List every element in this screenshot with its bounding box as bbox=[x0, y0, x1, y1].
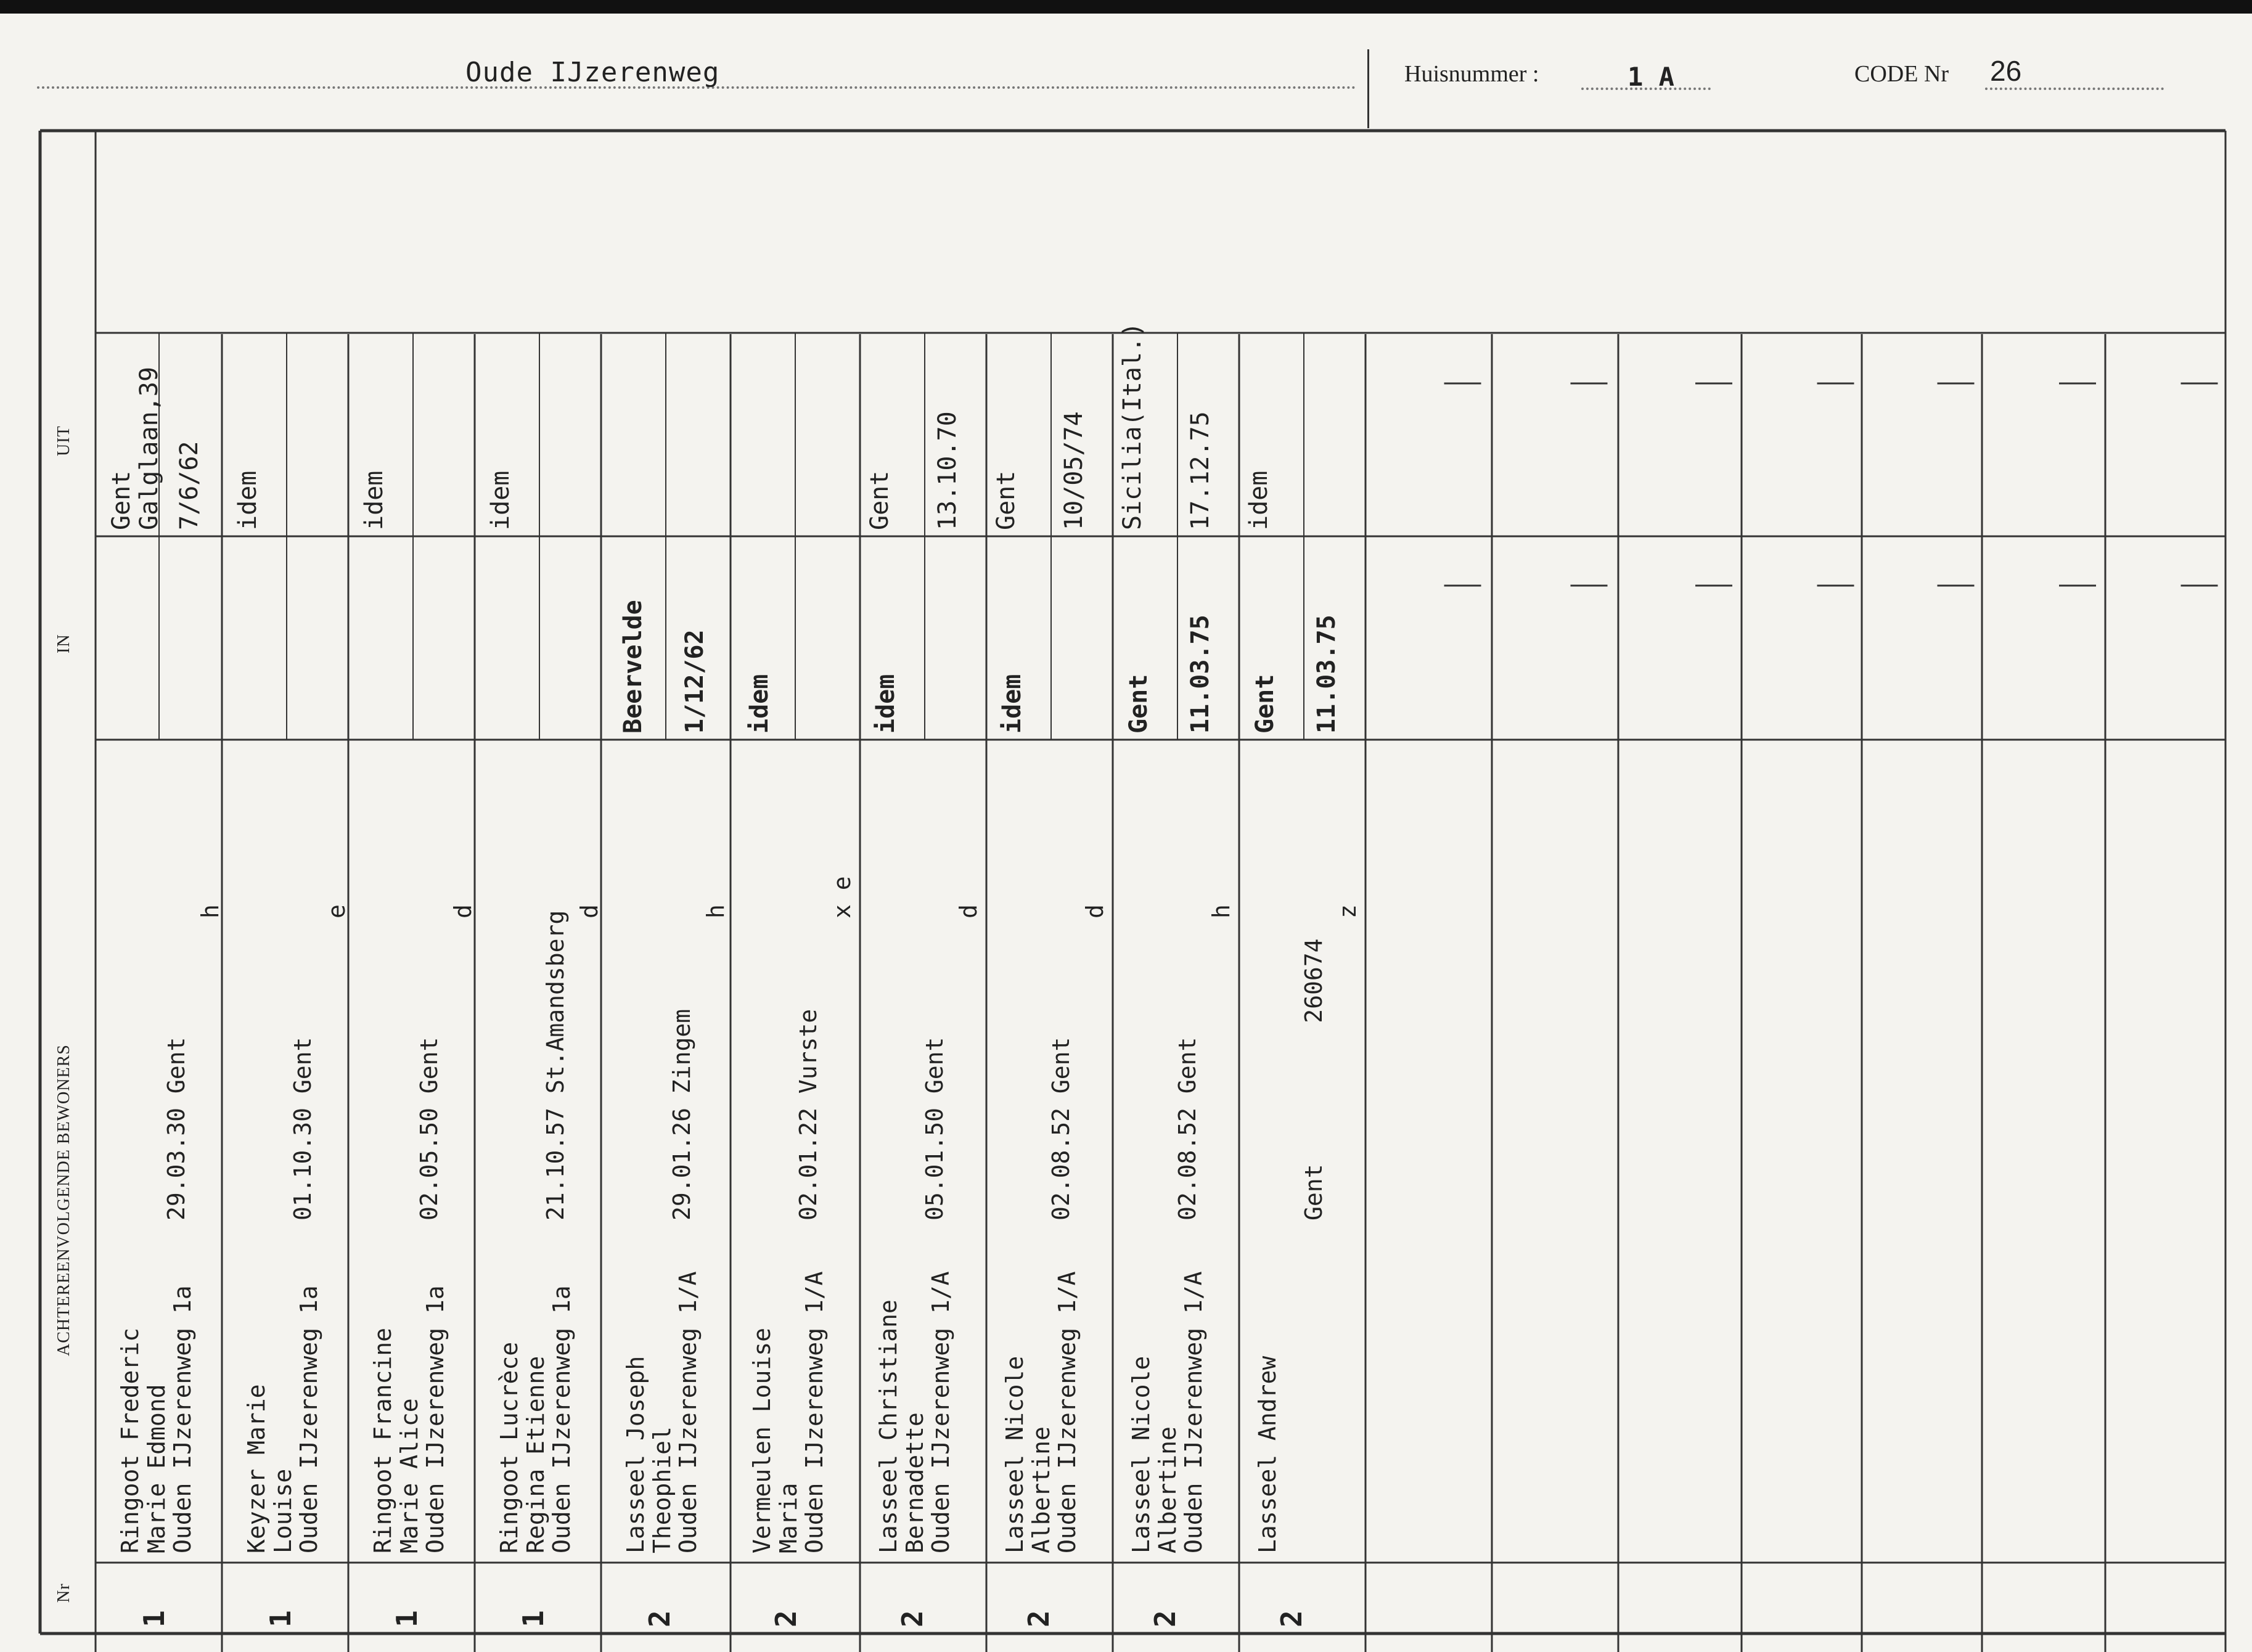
uit-place: idem bbox=[234, 470, 262, 530]
birth-date-place: 02.08.52 Gent bbox=[1047, 1037, 1075, 1221]
resident-name: Keyzer Marie Louise Ouden IJzerenweg 1a bbox=[243, 1285, 323, 1553]
row-number: 2 bbox=[896, 1610, 929, 1627]
resident-name: Lasseel Christiane Bernadette Ouden IJzerenweg 1/A bbox=[875, 1271, 955, 1553]
birth-date-place: 29.03.30 Gent bbox=[163, 1037, 190, 1221]
birth-date-place: Gent 260674 bbox=[1300, 938, 1327, 1221]
civil-status: x e bbox=[829, 876, 856, 918]
birth-date-place: 21.10.57 St.Amandsberg bbox=[542, 910, 569, 1221]
birth-date-place: 02.01.22 Vurste bbox=[795, 1008, 822, 1221]
code-value: 26 bbox=[1990, 55, 2022, 87]
in-place: Beervelde bbox=[619, 600, 647, 734]
uit-place: idem bbox=[360, 470, 388, 530]
uit-place: Gent Galglaan,39 bbox=[107, 367, 163, 530]
uit-place: Sicilia(Ital.) bbox=[1118, 322, 1147, 530]
civil-status: z bbox=[1334, 904, 1361, 918]
civil-status: d bbox=[576, 904, 603, 918]
uit-date: 7/6/62 bbox=[175, 441, 203, 530]
code-label: CODE Nr bbox=[1854, 61, 1949, 87]
nr-column-label: Nr bbox=[54, 1583, 73, 1603]
resident-name: Lasseel Nicole Albertine Ouden IJzerenweg 1/A bbox=[1128, 1271, 1208, 1553]
uit-column-label: UIT bbox=[54, 425, 73, 456]
uit-place: Gent bbox=[992, 470, 1020, 530]
birth-date-place: 02.05.50 Gent bbox=[416, 1037, 443, 1221]
civil-status: d bbox=[1081, 904, 1108, 918]
row-number: 1 bbox=[390, 1610, 424, 1627]
row-number: 2 bbox=[1275, 1610, 1308, 1627]
in-date: 1/12/62 bbox=[681, 629, 709, 734]
resident-name: Lasseel Joseph Theophiel Ouden IJzerenweg 1/A bbox=[622, 1271, 702, 1553]
uit-place: idem bbox=[486, 470, 515, 530]
huisnummer-value: 1 A bbox=[1628, 62, 1674, 92]
resident-name: Ringoot Lucrèce Regina Etienne Ouden IJzerenweg 1a bbox=[496, 1285, 576, 1553]
in-date: 11.03.75 bbox=[1186, 615, 1214, 734]
street-name: Oude IJzerenweg bbox=[465, 57, 720, 88]
row-number: 1 bbox=[517, 1610, 550, 1627]
birth-date-place: 29.01.26 Zingem bbox=[668, 1008, 695, 1221]
row-number: 1 bbox=[264, 1610, 297, 1627]
resident-name: Vermeulen Louise Maria Ouden IJzerenweg 1/A bbox=[748, 1271, 829, 1553]
bewoners-column-label: ACHTEREENVOLGENDE BEWONERS bbox=[54, 1044, 73, 1356]
in-date: 11.03.75 bbox=[1312, 615, 1341, 734]
civil-status: h bbox=[197, 904, 224, 918]
civil-status: e bbox=[323, 904, 350, 918]
in-place: idem bbox=[998, 674, 1026, 734]
resident-name: Lasseel Nicole Albertine Ouden IJzerenweg 1/A bbox=[1001, 1271, 1081, 1553]
resident-name: Ringoot Frederic Marie Edmond Ouden IJzerenweg 1a bbox=[117, 1285, 197, 1553]
row-number: 2 bbox=[1022, 1610, 1055, 1627]
in-place: idem bbox=[745, 674, 774, 734]
uit-date: 10/05/74 bbox=[1060, 411, 1088, 530]
uit-date: 13.10.70 bbox=[933, 411, 962, 530]
row-number: 2 bbox=[1149, 1610, 1182, 1627]
uit-place: idem bbox=[1245, 470, 1273, 530]
birth-date-place: 02.08.52 Gent bbox=[1174, 1037, 1201, 1221]
in-place: Gent bbox=[1124, 674, 1153, 734]
resident-name: Ringoot Francine Marie Alice Ouden IJzerenweg 1a bbox=[369, 1285, 449, 1553]
civil-status: h bbox=[702, 904, 729, 918]
huisnummer-label: Huisnummer : bbox=[1404, 61, 1539, 87]
row-number: 1 bbox=[137, 1610, 171, 1627]
row-number: 2 bbox=[769, 1610, 803, 1627]
in-column-label: IN bbox=[54, 634, 73, 653]
civil-status: d bbox=[449, 904, 477, 918]
in-place: idem bbox=[872, 674, 900, 734]
birth-date-place: 05.01.50 Gent bbox=[921, 1037, 948, 1221]
row-number: 2 bbox=[643, 1610, 676, 1627]
in-place: Gent bbox=[1251, 674, 1279, 734]
civil-status: d bbox=[955, 904, 982, 918]
birth-date-place: 01.10.30 Gent bbox=[289, 1037, 316, 1221]
uit-place: Gent bbox=[866, 470, 894, 530]
uit-date: 17.12.75 bbox=[1186, 411, 1214, 530]
resident-name: Lasseel Andrew bbox=[1254, 1356, 1281, 1553]
civil-status: h bbox=[1208, 904, 1235, 918]
